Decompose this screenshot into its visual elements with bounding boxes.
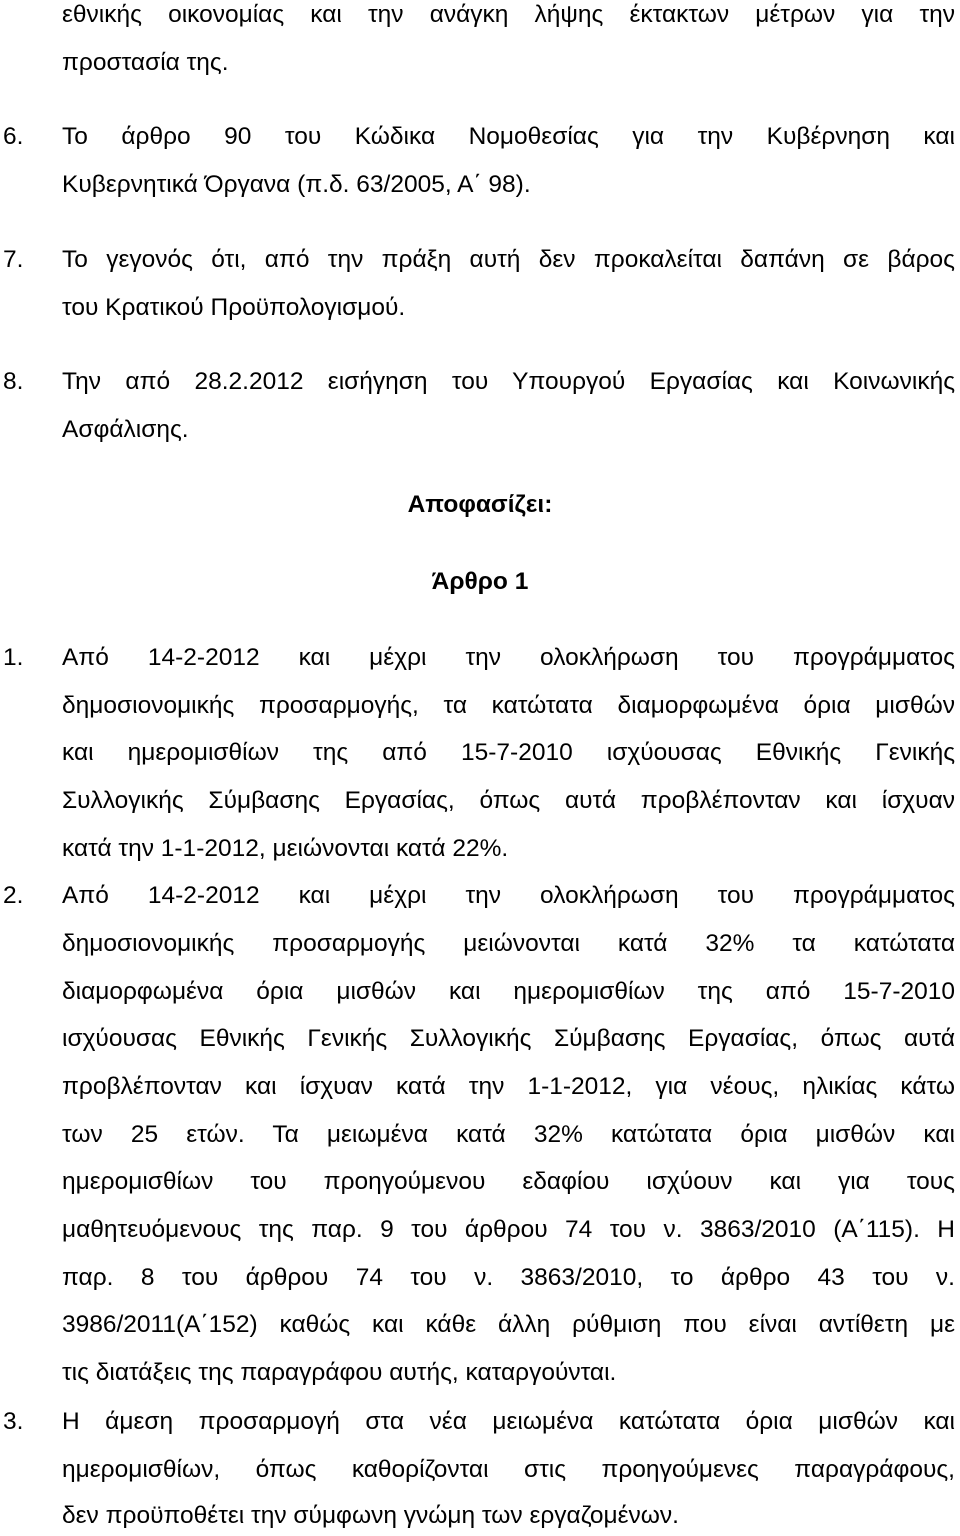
paragraph-text: 3986/2011(Α΄152) καθώς και κάθε άλλη ρύθμιση που είναι αντίθετη με bbox=[62, 1311, 955, 1338]
article-heading: Άρθρο 1 bbox=[431, 568, 529, 595]
paragraph-line bbox=[0, 829, 960, 869]
paragraph-text: δημοσιονομικής προσαρμογής μειώνονται κατά 32% τα κατώτατα bbox=[62, 930, 955, 957]
paragraph-line bbox=[0, 1210, 960, 1250]
paragraph-text: ημερομισθίων, όπως καθορίζονται στις προηγούμενες παραγράφους, bbox=[62, 1456, 955, 1483]
recital-number: 8. bbox=[3, 368, 24, 395]
paragraph-text: μαθητευόμενους της παρ. 9 του άρθρου 74 του ν. 3863/2010 (Α΄115). Η bbox=[62, 1216, 955, 1243]
paragraph-number: 1. bbox=[3, 644, 24, 671]
paragraph-line bbox=[0, 924, 960, 964]
recital-line bbox=[0, 165, 960, 205]
paragraph-text: τις διατάξεις της παραγράφου αυτής, καταργούνται. bbox=[62, 1359, 617, 1386]
paragraph-line bbox=[0, 972, 960, 1012]
paragraph-line bbox=[0, 686, 960, 726]
paragraph-text: παρ. 8 του άρθρου 74 του ν. 3863/2010, το άρθρο 43 του ν. bbox=[62, 1264, 955, 1291]
paragraph-text: των 25 ετών. Τα μειωμένα κατά 32% κατώτατα όρια μισθών και bbox=[62, 1121, 955, 1148]
paragraph-line bbox=[0, 1019, 960, 1059]
paragraph-line bbox=[0, 781, 960, 821]
paragraph-text: δημοσιονομικής προσαρμογής, τα κατώτατα διαμορφωμένα όρια μισθών bbox=[62, 692, 955, 719]
paragraph-line bbox=[0, 733, 960, 773]
paragraph-text: ημερομισθίων του προηγούμενου εδαφίου ισχύουν και για τους bbox=[62, 1168, 955, 1195]
recital-line bbox=[0, 240, 960, 280]
recital-line bbox=[0, 362, 960, 402]
paragraph-text: Η άμεση προσαρμογή στα νέα μειωμένα κατώτατα όρια μισθών και bbox=[62, 1408, 955, 1435]
paragraph-line bbox=[0, 1115, 960, 1155]
intro-line bbox=[0, 43, 960, 83]
recital-line bbox=[0, 288, 960, 328]
recital-text: Κυβερνητικά Όργανα (π.δ. 63/2005, Α΄ 98). bbox=[62, 171, 531, 198]
paragraph-text: δεν προϋποθέτει την σύμφωνη γνώμη των εργαζομένων. bbox=[62, 1502, 679, 1529]
paragraph-text: διαμορφωμένα όρια μισθών και ημερομισθίων της από 15-7-2010 bbox=[62, 978, 955, 1005]
paragraph-line bbox=[0, 1067, 960, 1107]
paragraph-number: 3. bbox=[3, 1408, 24, 1435]
paragraph-text: Συλλογικής Σύμβασης Εργασίας, όπως αυτά προβλέπονταν και ίσχυαν bbox=[62, 787, 955, 814]
paragraph-number: 2. bbox=[3, 882, 24, 909]
paragraph-line bbox=[0, 1402, 960, 1442]
paragraph-line bbox=[0, 1450, 960, 1490]
intro-text: προστασία της. bbox=[62, 49, 229, 76]
paragraph-text: και ημερομισθίων της από 15-7-2010 ισχύουσας Εθνικής Γενικής bbox=[62, 739, 955, 766]
recital-text: Το γεγονός ότι, από την πράξη αυτή δεν προκαλείται δαπάνη σε βάρος bbox=[62, 246, 955, 273]
intro-line bbox=[0, 0, 960, 35]
recital-text: του Κρατικού Προϋπολογισμού. bbox=[62, 294, 406, 321]
paragraph-text: κατά την 1-1-2012, μειώνονται κατά 22%. bbox=[62, 835, 509, 862]
recital-text: Το άρθρο 90 του Κώδικα Νομοθεσίας για την Κυβέρνηση και bbox=[62, 123, 955, 150]
paragraph-line bbox=[0, 1258, 960, 1298]
recital-number: 6. bbox=[3, 123, 24, 150]
paragraph-line bbox=[0, 1496, 960, 1536]
paragraph-line bbox=[0, 638, 960, 678]
decision-heading: Αποφασίζει: bbox=[407, 491, 553, 518]
paragraph-text: προβλέπονταν και ίσχυαν κατά την 1-1-2012, για νέους, ηλικίας κάτω bbox=[62, 1073, 955, 1100]
recital-text: Την από 28.2.2012 εισήγηση του Υπουργού Εργασίας και Κοινωνικής bbox=[62, 368, 955, 395]
paragraph-line bbox=[0, 876, 960, 916]
paragraph-text: Από 14-2-2012 και μέχρι την ολοκλήρωση του προγράμματος bbox=[62, 882, 955, 909]
paragraph-text: Από 14-2-2012 και μέχρι την ολοκλήρωση του προγράμματος bbox=[62, 644, 955, 671]
paragraph-line bbox=[0, 1162, 960, 1202]
recital-number: 7. bbox=[3, 246, 24, 273]
recital-line bbox=[0, 410, 960, 450]
paragraph-text: ισχύουσας Εθνικής Γενικής Συλλογικής Σύμβασης Εργασίας, όπως αυτά bbox=[62, 1025, 955, 1052]
paragraph-line bbox=[0, 1305, 960, 1345]
intro-text: εθνικής οικονομίας και την ανάγκη λήψης έκτακτων μέτρων για την bbox=[62, 1, 955, 28]
paragraph-line bbox=[0, 1353, 960, 1393]
recital-line bbox=[0, 117, 960, 157]
recital-text: Ασφάλισης. bbox=[62, 416, 189, 443]
